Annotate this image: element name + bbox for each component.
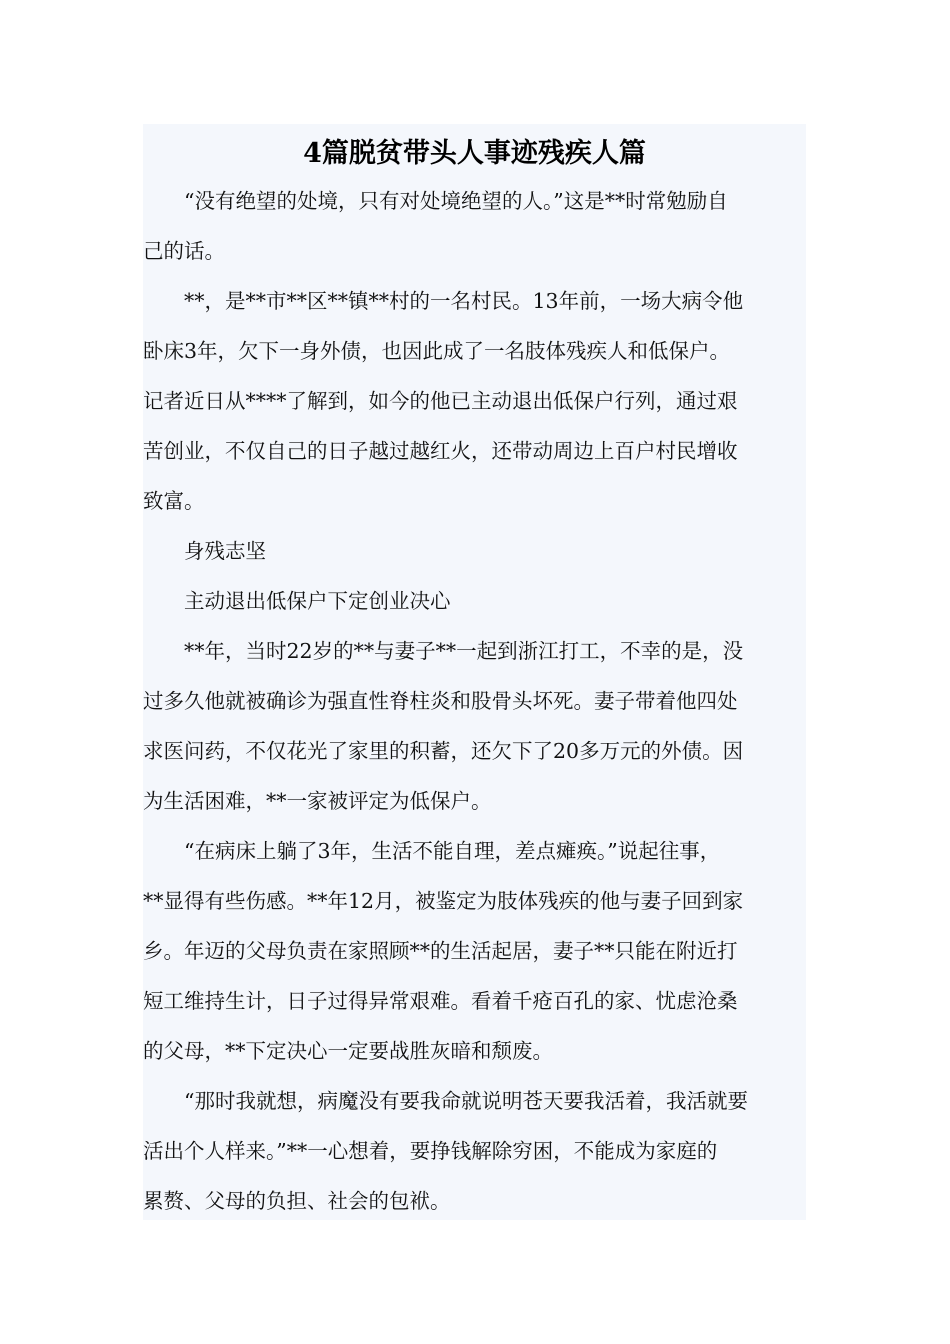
- text-line: “那时我就想，病魔没有要我命就说明苍天要我活着，我活就要: [184, 1089, 748, 1113]
- text-line: 记者近日从****了解到，如今的他已主动退出低保户行列，通过艰: [143, 389, 738, 413]
- text-line: 求医问药，不仅花光了家里的积蓄，还欠下了20多万元的外债。因: [143, 739, 744, 763]
- text-line: 致富。: [143, 489, 205, 513]
- text-line: 苦创业，不仅自己的日子越过越红火，还带动周边上百户村民增收: [143, 439, 738, 463]
- paragraph-quote-intro: [143, 176, 806, 276]
- text-line: 为生活困难，**一家被评定为低保户。: [143, 789, 492, 813]
- paragraph-return-home: [143, 826, 806, 1076]
- text-line: 过多久他就被确诊为强直性脊柱炎和股骨头坏死。妻子带着他四处: [143, 689, 738, 713]
- text-line: **年，当时22岁的**与妻子**一起到浙江打工，不幸的是，没: [184, 639, 744, 663]
- text-line: 卧床3年，欠下一身外债，也因此成了一名肢体残疾人和低保户。: [143, 339, 731, 363]
- text-line: 的父母，**下定决心一定要战胜灰暗和颓废。: [143, 1039, 553, 1063]
- text-line: “没有绝望的处境，只有对处境绝望的人。”这是**时常勉励自: [184, 189, 728, 213]
- document-text-block: [143, 124, 806, 1220]
- paragraph-determination: [143, 1076, 806, 1226]
- document-title: 4篇脱贫带头人事迹残疾人篇: [303, 138, 646, 169]
- text-line: “在病床上躺了3年，生活不能自理，差点瘫痪。”说起往事，: [184, 839, 721, 863]
- text-line: 累赘、父母的负担、社会的包袱。: [143, 1189, 451, 1213]
- text-line: 己的话。: [143, 239, 225, 263]
- text-line: 活出个人样来。”**一心想着，要挣钱解除穷困，不能成为家庭的: [143, 1139, 718, 1163]
- paragraph-background: [143, 276, 806, 526]
- section-subheading: [143, 576, 806, 626]
- text-line: 身残志坚: [184, 539, 266, 563]
- text-line: **显得有些伤感。**年12月，被鉴定为肢体残疾的他与妻子回到家: [143, 889, 744, 913]
- section-heading: [143, 526, 806, 576]
- text-line: **，是**市**区**镇**村的一名村民。13年前，一场大病令他: [184, 289, 744, 313]
- text-line: 乡。年迈的父母负责在家照顾**的生活起居，妻子**只能在附近打: [143, 939, 738, 963]
- text-line: 短工维持生计，日子过得异常艰难。看着千疮百孔的家、忧虑沧桑: [143, 989, 738, 1013]
- paragraph-illness: [143, 626, 806, 826]
- text-line: 主动退出低保户下定创业决心: [184, 589, 451, 613]
